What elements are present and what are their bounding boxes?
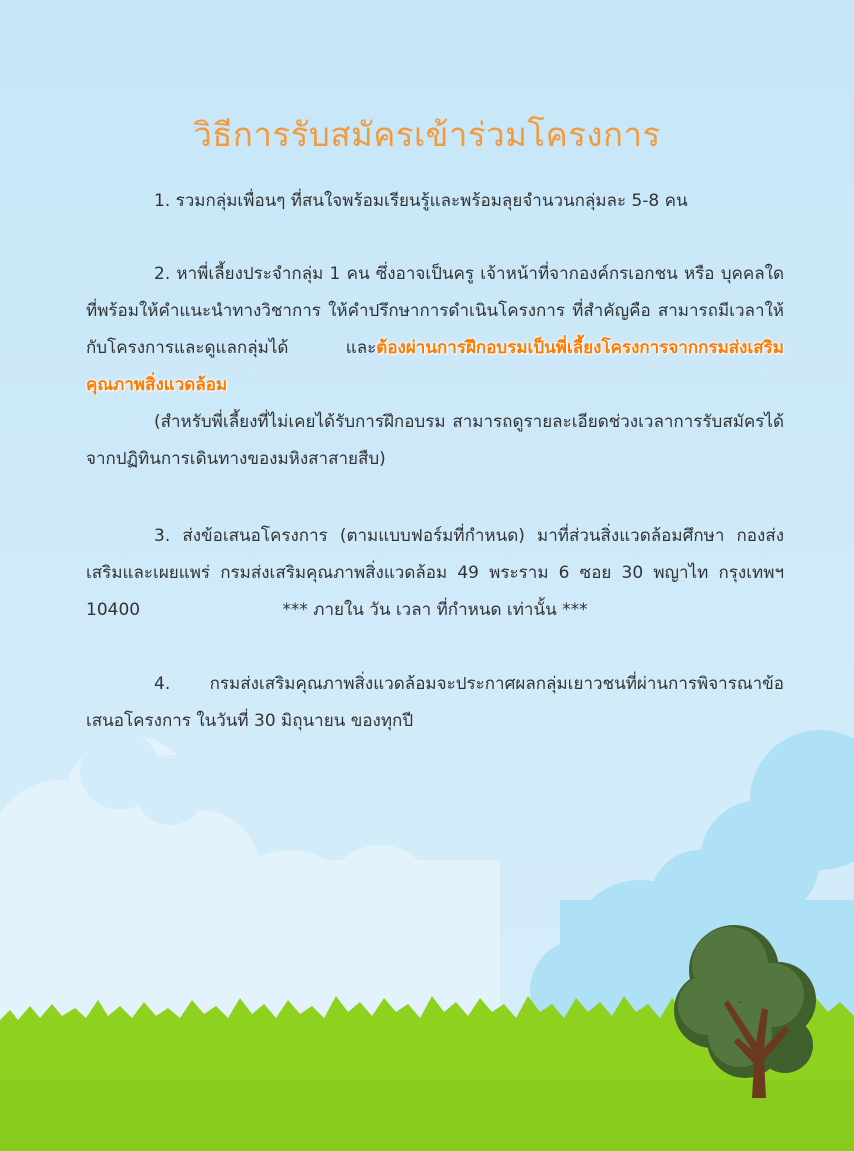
step-2-text: 2. หาพี่เลี้ยงประจำกลุ่ม 1 คน ซึ่งอาจเป็นครู เจ้าหน้าที่จากองค์กรเอกชน หรือ บุคคลใดที่พร้อมให้คำแนะนำทางวิชาการ ให้คำปรึกษาการดำเนินโครงการ ที่สำคัญคือ สามารถมีเวลาให้กับโครงการและดูแลกลุ่มได้ และ bbox=[86, 264, 784, 358]
step-4: 4. กรมส่งเสริมคุณภาพสิ่งแวดล้อมจะประกาศผลกลุ่มเยาวชนที่ผ่านการพิจารณาข้อเสนอโครงการ ในวันที่ 30 มิถุนายน ของทุกปี bbox=[86, 674, 784, 731]
step-2-note: (สำหรับพี่เลี้ยงที่ไม่เคยได้รับการฝึกอบรม สามารถดูรายละเอียดช่วงเวลาการรับสมัครได้จากปฏิทินการเดินทางของมหิงสาสายสืบ) bbox=[86, 412, 784, 469]
step-3: 3. ส่งข้อเสนอโครงการ (ตามแบบฟอร์มที่กำหนด) มาที่ส่วนสิ่งแวดล้อมศึกษา กองส่งเสริมและเผยแพร่ กรมส่งเสริมคุณภาพสิ่งแวดล้อม 49 พระราม 6 ซอย 30 พญาไท กรุงเทพฯ 10400 bbox=[86, 526, 784, 620]
step-1: 1. รวมกลุ่มเพื่อนๆ ที่สนใจพร้อมเรียนรู้และพร้อมลุยจำนวนกลุ่มละ 5-8 คน bbox=[154, 191, 688, 211]
step-3-deadline-note: *** ภายใน วัน เวลา ที่กำหนด เท่านั้น *** bbox=[282, 600, 588, 620]
step-2-highlight: ต้องผ่านการฝึกอบรมเป็นพี่เลี้ยงโครงการจากกรมส่งเสริมคุณภาพสิ่งแวดล้อม bbox=[86, 338, 784, 395]
page-title: วิธีการรับสมัครเข้าร่วมโครงการ bbox=[193, 115, 661, 154]
step-2 bbox=[86, 256, 784, 404]
